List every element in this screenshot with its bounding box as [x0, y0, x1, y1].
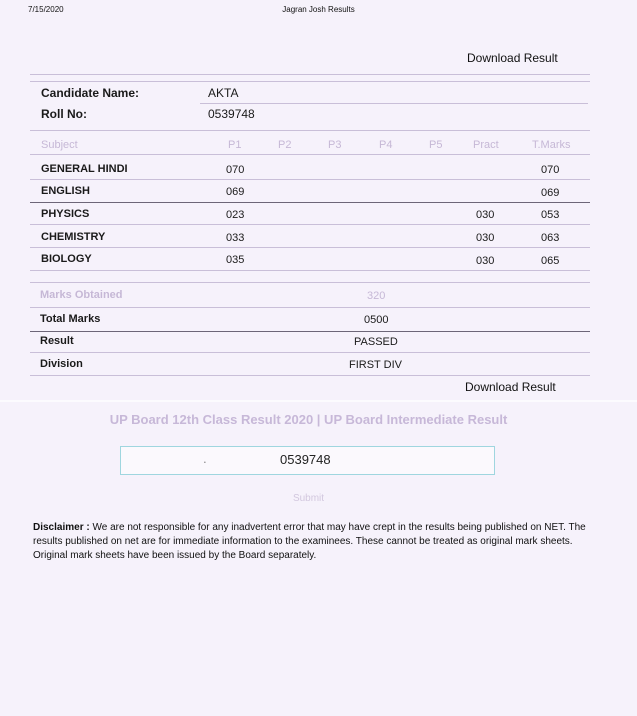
result-value: PASSED	[354, 336, 398, 348]
subject-total: 053	[541, 209, 560, 221]
col-header-p1: P1	[228, 139, 242, 151]
subject-name: GENERAL HINDI	[41, 163, 128, 175]
result-label: Result	[40, 335, 74, 347]
subject-total: 063	[541, 232, 560, 244]
subject-name: CHEMISTRY	[41, 231, 106, 243]
col-header-p3: P3	[328, 139, 342, 151]
subject-p1: 070	[226, 164, 245, 176]
subject-name: BIOLOGY	[41, 253, 92, 265]
submit-button[interactable]: Submit	[292, 493, 325, 504]
col-header-pract: Pract	[473, 139, 499, 151]
subject-name: PHYSICS	[41, 208, 90, 220]
subject-pract: 030	[476, 209, 495, 221]
col-header-subject: Subject	[41, 139, 78, 151]
print-site-title: Jagran Josh Results	[282, 5, 355, 14]
col-header-p2: P2	[278, 139, 292, 151]
candidate-name-value: AKTA	[208, 86, 239, 100]
marks-obtained-value: 320	[367, 290, 386, 302]
subject-name: ENGLISH	[41, 185, 90, 197]
disclaimer-label: Disclaimer :	[33, 522, 90, 533]
division-value: FIRST DIV	[349, 359, 402, 371]
marks-obtained-label: Marks Obtained	[40, 289, 123, 301]
subject-pract: 030	[476, 255, 495, 267]
subject-total: 065	[541, 255, 560, 267]
roll-no-value: 0539748	[208, 107, 255, 121]
subject-pract: 030	[476, 232, 495, 244]
col-header-p4: P4	[379, 139, 393, 151]
download-result-link-bottom[interactable]: Download Result	[465, 380, 556, 394]
disclaimer-text: We are not responsible for any inadvertent error that may have crept in the results being published on NET. The results published on net are for immediate information to the examinees. These cannot be treated as original mark sheets. Original mark sheets have been issued by the Board separately.	[33, 522, 586, 561]
total-marks-value: 0500	[364, 314, 389, 326]
division-label: Division	[40, 358, 83, 370]
subject-total: 069	[541, 187, 560, 199]
dot-mark: •	[204, 460, 206, 466]
subject-p1: 023	[226, 209, 245, 221]
download-result-link-top[interactable]: Download Result	[467, 51, 558, 65]
col-header-tmarks: T.Marks	[532, 139, 571, 151]
roll-number-input[interactable]	[120, 446, 495, 475]
col-header-p5: P5	[429, 139, 443, 151]
total-marks-label: Total Marks	[40, 313, 101, 325]
candidate-name-label: Candidate Name:	[41, 86, 140, 100]
roll-no-label: Roll No:	[41, 107, 87, 121]
disclaimer	[33, 521, 593, 563]
subject-total: 070	[541, 164, 560, 176]
print-date: 7/15/2020	[28, 5, 64, 14]
subject-p1: 069	[226, 186, 245, 198]
subject-p1: 033	[226, 232, 245, 244]
subject-p1: 035	[226, 254, 245, 266]
form-heading: UP Board 12th Class Result 2020 | UP Board Intermediate Result	[109, 412, 508, 427]
roll-number-input-value: 0539748	[280, 452, 331, 467]
